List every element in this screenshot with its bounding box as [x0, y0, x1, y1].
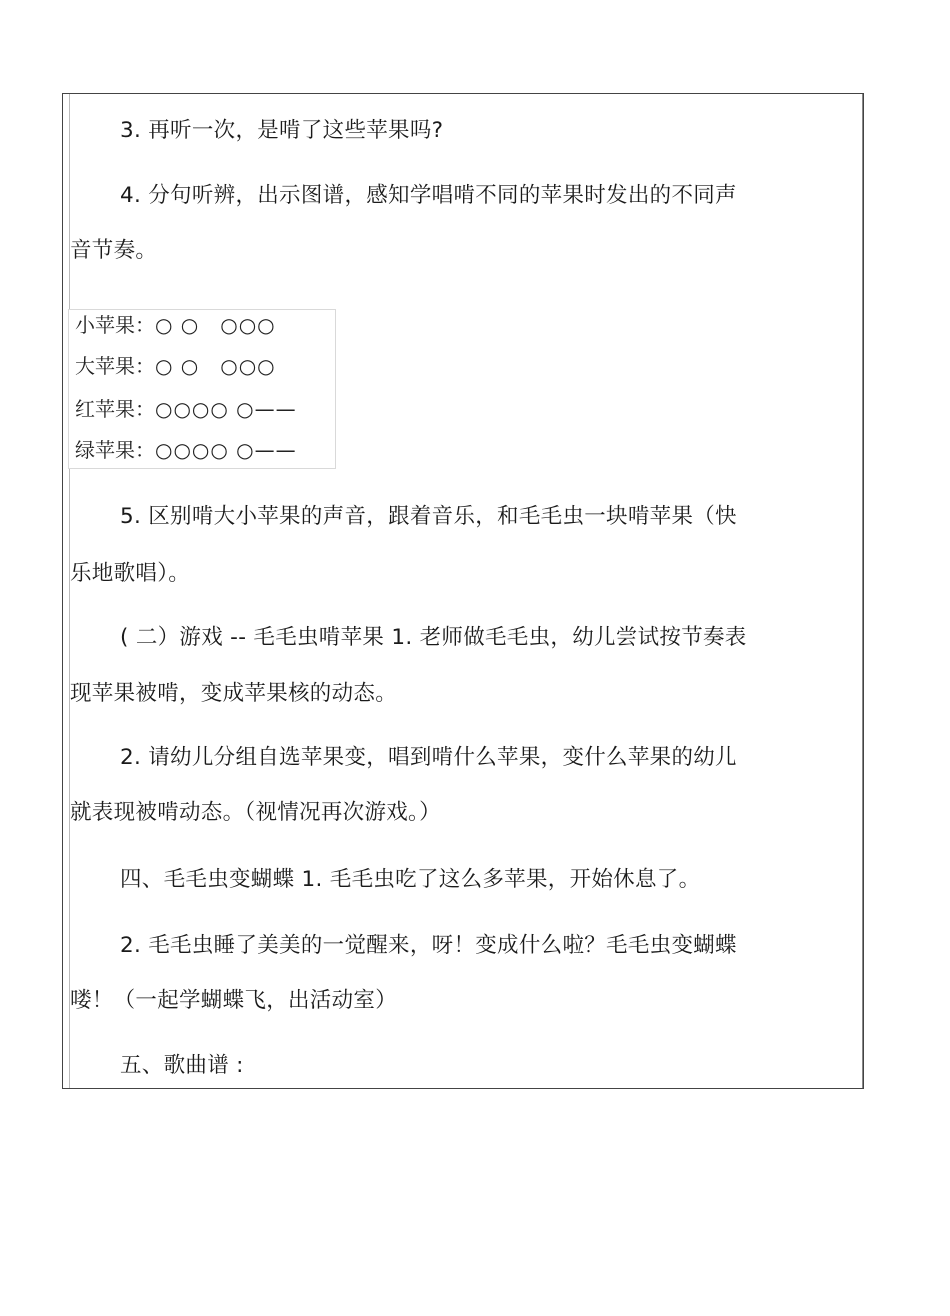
rhythm-chart: [68, 309, 336, 469]
section-heading-line: 四、毛毛虫变蝴蝶 1. 毛毛虫吃了这么多苹果，开始休息了。: [120, 867, 701, 892]
paragraph-line: 现苹果被啃，变成苹果核的动态。: [70, 681, 398, 706]
rhythm-pattern: ○ ○ ○○○: [155, 354, 276, 378]
paragraph-line: ( 二）游戏 -- 毛毛虫啃苹果 1. 老师做毛毛虫，幼儿尝试按节奏表: [120, 625, 747, 650]
rhythm-row-red: [75, 396, 297, 422]
rhythm-label: 小苹果：: [75, 313, 155, 337]
rhythm-pattern: ○○○○ ○——: [155, 438, 297, 462]
paragraph-line: 2. 毛毛虫睡了美美的一觉醒来，呀！变成什么啦？毛毛虫变蝴蝶: [120, 933, 737, 958]
rhythm-pattern: ○○○○ ○——: [155, 397, 297, 421]
paragraph-line: 乐地歌唱）。: [70, 561, 191, 586]
paragraph-line: 4. 分句听辨，出示图谱，感知学唱啃不同的苹果时发出的不同声: [120, 183, 737, 208]
paragraph-line: 3. 再听一次，是啃了这些苹果吗?: [120, 118, 444, 143]
rhythm-label: 红苹果：: [75, 397, 155, 421]
rhythm-row-green: [75, 437, 297, 463]
paragraph-line: 就表现被啃动态。（视情况再次游戏。）: [70, 800, 441, 825]
paragraph-line: 喽！（一起学蝴蝶飞，出活动室）: [70, 988, 398, 1013]
section-heading-line: 五、歌曲谱 :: [120, 1053, 244, 1078]
paragraph-line: 音节奏。: [70, 238, 158, 263]
paragraph-line: 5. 区别啃大小苹果的声音，跟着音乐，和毛毛虫一块啃苹果（快: [120, 504, 737, 529]
rhythm-pattern: ○ ○ ○○○: [155, 313, 276, 337]
rhythm-label: 绿苹果：: [75, 438, 155, 462]
rhythm-label: 大苹果：: [75, 354, 155, 378]
paragraph-line: 2. 请幼儿分组自选苹果变，唱到啃什么苹果，变什么苹果的幼儿: [120, 745, 737, 770]
rhythm-row-small: [75, 312, 276, 338]
rhythm-row-big: [75, 353, 276, 379]
